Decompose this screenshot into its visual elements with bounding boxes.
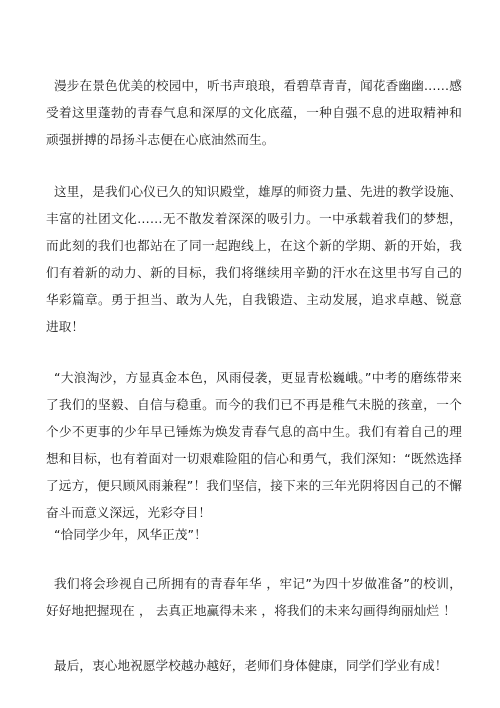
paragraph-closing-wishes: 最后，衷心地祝愿学校越办越好，老师们身体健康，同学们学业有成！: [54, 658, 448, 673]
paragraph-waves-sand: “大浪淘沙，方显真金本色，风雨侵袭，更显青松巍峨。”中考的磨练带来了我们的坚毅、自信与稳重。而今的我们已不再是稚气未脱的孩童，一个个少不更事的少年早已锤炼为焕发青春气息的高中生。我们有着自己的理想和目标，也有着面对一切艰难险阻的信心和勇气，我们深知：“既然选择了远方，便只顾风雨兼程”！我们坚信，接下来的三年光阴将因自己的不懈奋斗而意义深远，光彩夺目！: [46, 370, 462, 520]
paragraph-campus-walk: 漫步在景色优美的校园中，听书声琅琅，看碧草青青，闻花香幽幽……感受着这里蓬勃的青春气息和深厚的文化底蕴，一种自强不息的进取精神和顽强拼搏的昂扬斗志便在心底油然而生。: [46, 78, 462, 147]
paragraph-cherish-youth: 我们将会珍视自己所拥有的青春年华 ，牢记”为四十岁做准备”的校训，好好地把握现在 ， 去真正地赢得未来 ，将我们的未来勾画得绚丽灿烂 ！: [46, 576, 462, 618]
paragraph-youth-quote: “恰同学少年，风华正茂”！: [54, 527, 207, 542]
paragraph-knowledge-hall: 这里，是我们心仪已久的知识殿堂，雄厚的师资力量、先进的教学设施、丰富的社团文化……无不散发着深深的吸引力。一中承载着我们的梦想，而此刻的我们也都站在了同一起跑线上，在这个新的学期、新的开始，我们有着新的动力、新的目标，我们将继续用辛勤的汗水在这里书写自己的华彩篇章。勇于担当、敢为人先，自我锻造、主动发展，追求卓越、锐意进取！: [46, 184, 462, 334]
